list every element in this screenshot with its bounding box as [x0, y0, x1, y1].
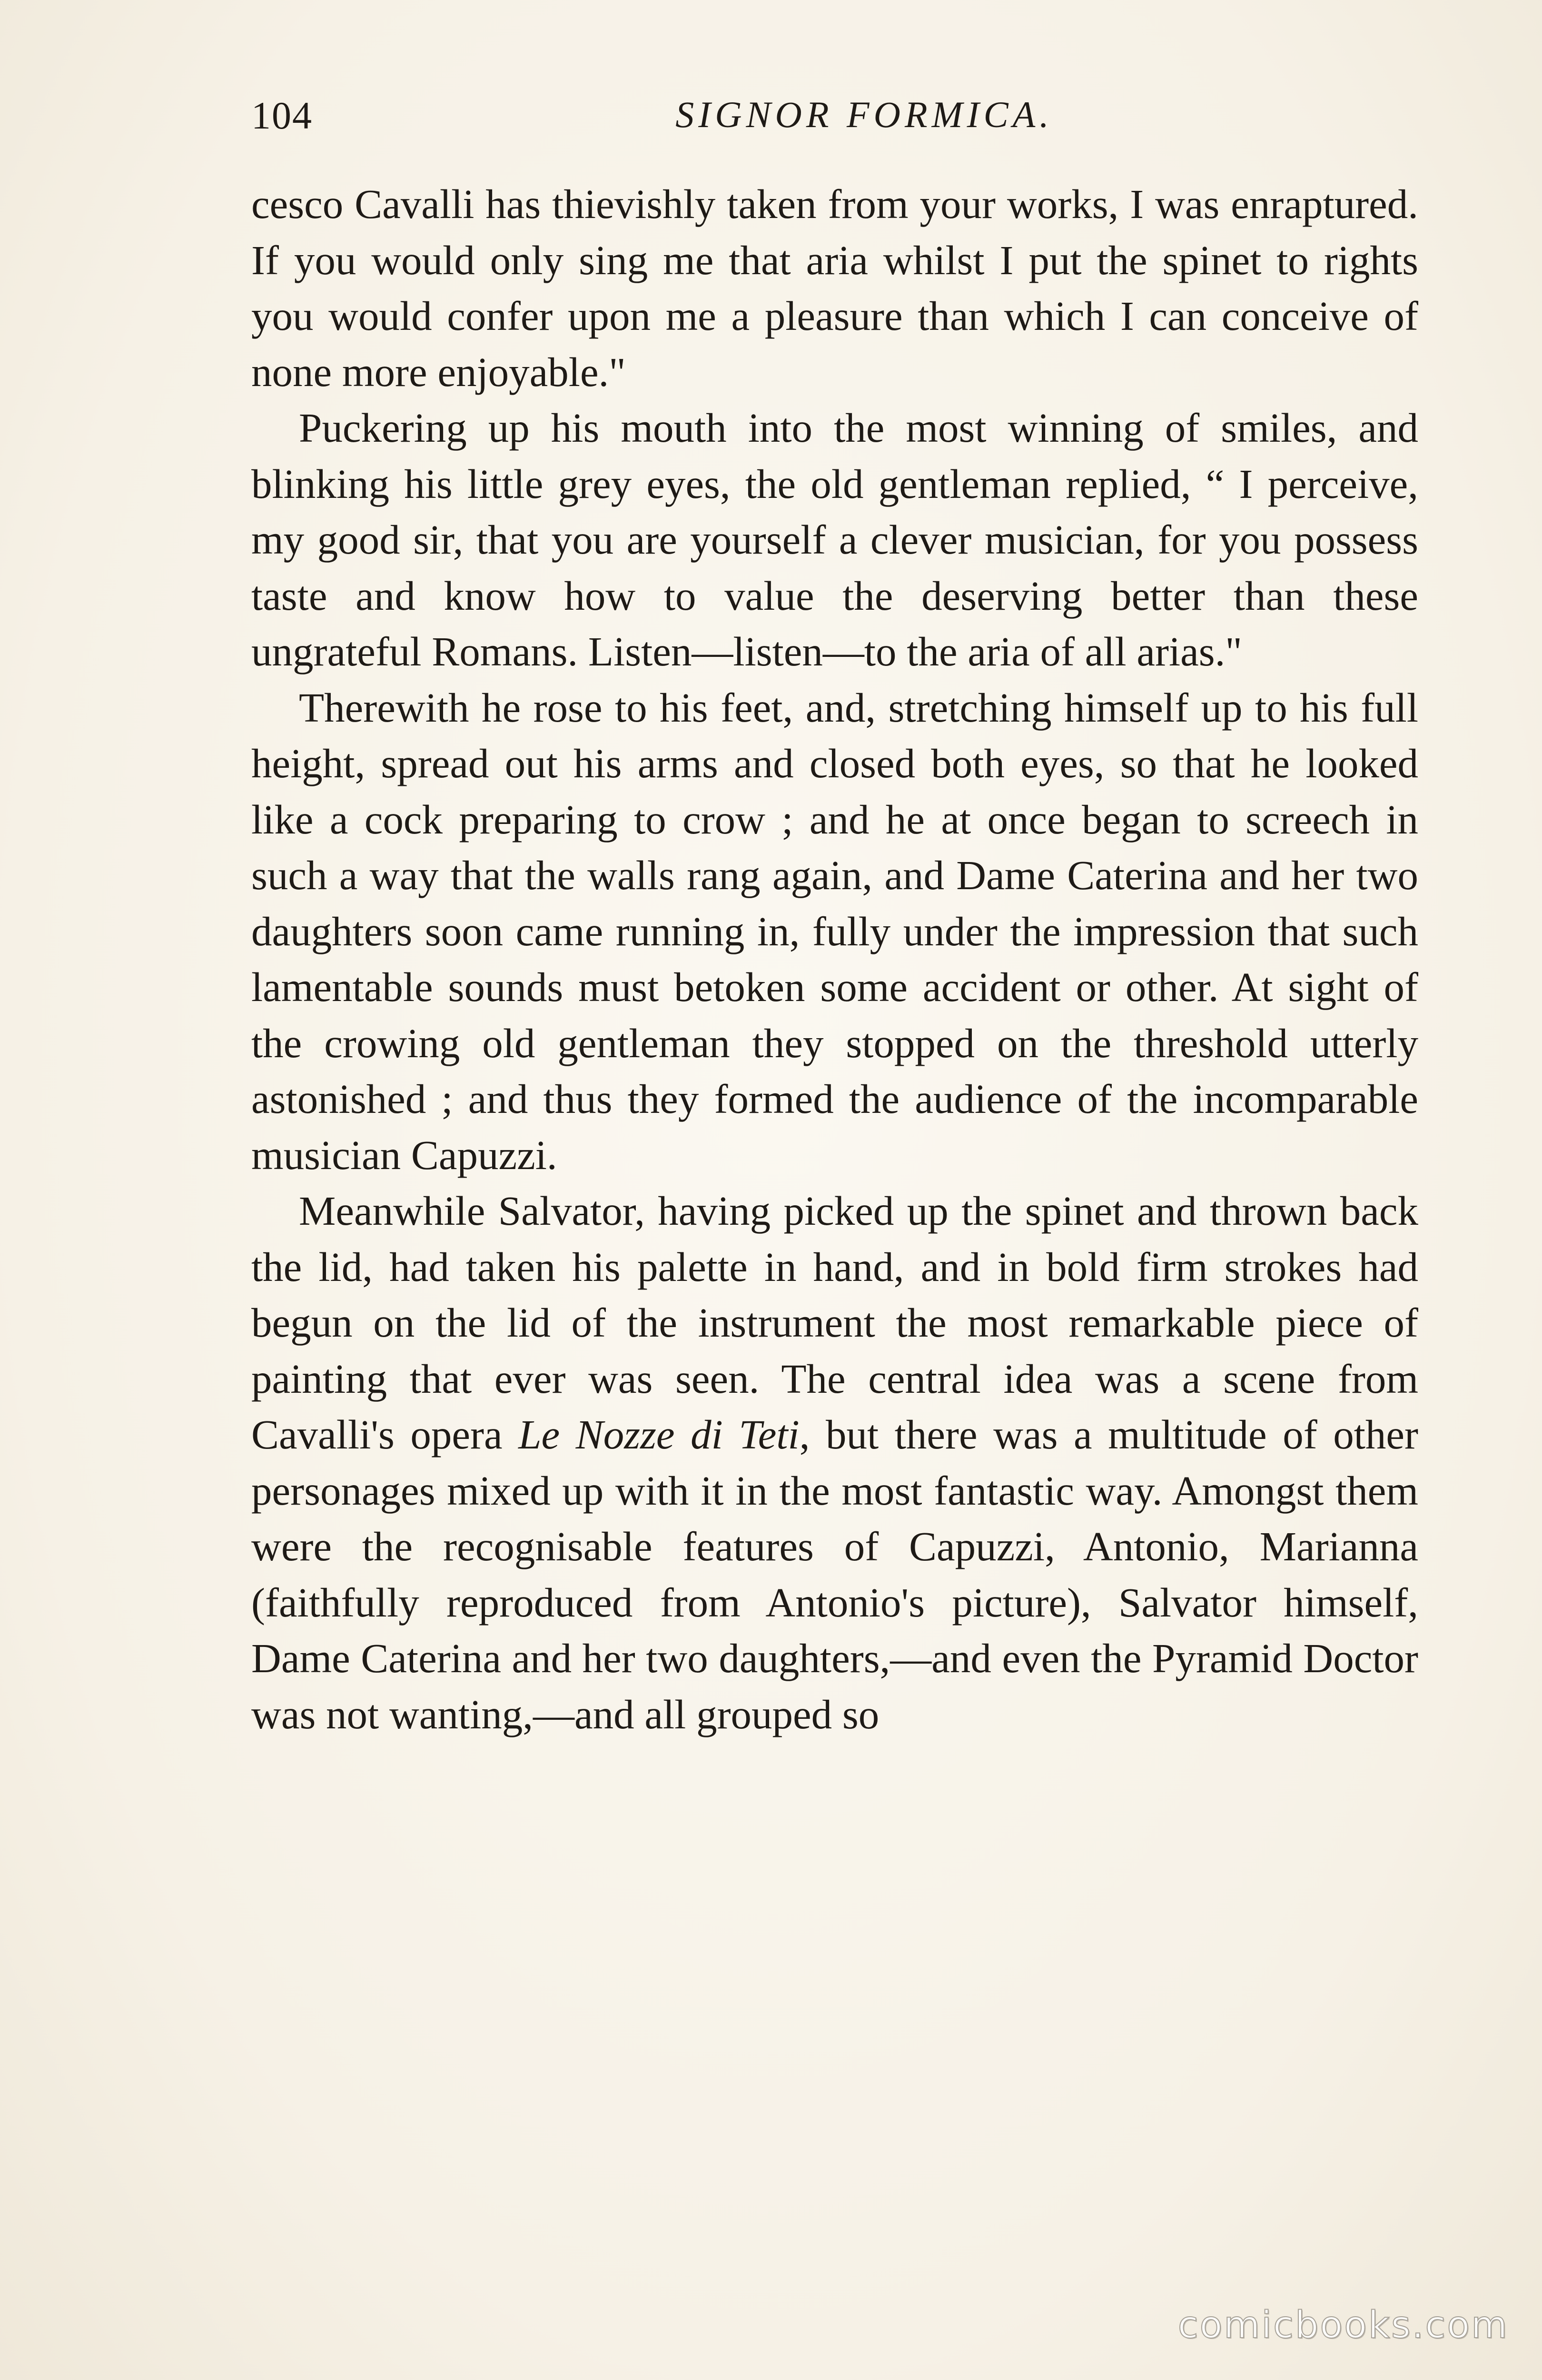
paragraph-meanwhile-part-1: Meanwhile Salvator, having picked up the spinet and thrown back the lid, had taken his palette in hand, and in bold firm strokes had begun on the lid of the instrument the most remarkable piece of painting that ever was seen. The central idea was a scene from Cavalli's opera [251, 1188, 1418, 1458]
running-title: SIGNOR FORMICA. [675, 94, 1053, 135]
page-header [251, 93, 1406, 146]
opera-title: Le Nozze di Teti [518, 1411, 800, 1458]
paragraph-puckering: Puckering up his mouth into the most winning of smiles, and blinking his little grey eyes, the old gentleman replied, “ I perceive, my good sir, that you are yourself a clever musician, for you possess taste and know how to value the deserving better than these ungrateful Romans. Listen—listen—to the aria of all arias." [251, 405, 1418, 674]
paragraph-therewith: Therewith he rose to his feet, and, stretching himself up to his full height, spread out his arms and closed both eyes, so that he looked like a cock preparing to crow ; and he at once began to screech in such a way that the walls rang again, and Dame Caterina and her two daughters soon came running in, fully under the impression that such lamentable sounds must betoken some accident or other. At sight of the crowing old gentleman they stopped on the threshold utterly astonished ; and thus they formed the audience of the incomparable musician Capuzzi. [251, 684, 1418, 1178]
body-text [251, 176, 1418, 1742]
paragraph-continued: cesco Cavalli has thievishly taken from your works, I was enraptured. If you would only sing me that aria whilst I put the spinet to rights you would confer upon me a pleasure than which I can conceive of none more enjoyable." [251, 181, 1418, 395]
watermark: comicbooks.com [1177, 2304, 1509, 2347]
page-number: 104 [251, 94, 313, 137]
paragraph-meanwhile [251, 1183, 1418, 1742]
paragraph-meanwhile-part-2: , but there was a multitude of other personages mixed up with it in the most fantastic way. Amongst them were the recognisable features of Capuzzi, Antonio, Marianna (faithfully reproduced from Antonio's picture), Salvator himself, Dame Caterina and her two daughters,—and even the Pyramid Doctor was not wanting,—and all grouped so [251, 1411, 1418, 1737]
